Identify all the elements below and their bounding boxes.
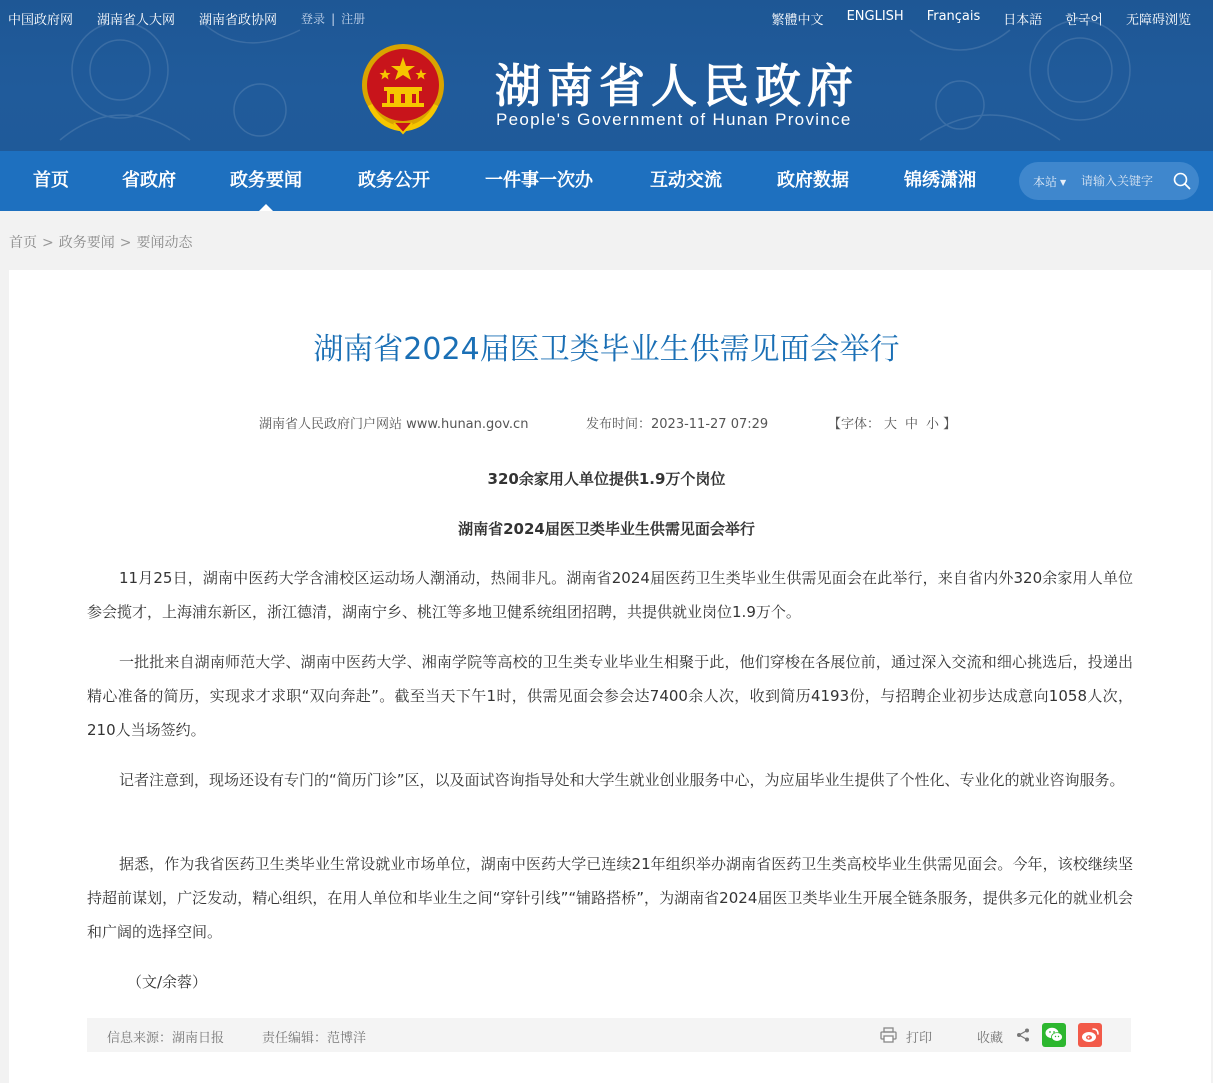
article-title: 湖南省2024届医卫类毕业生供需见面会举行 <box>313 332 900 367</box>
nav-government-data[interactable]: 政府数据 <box>777 170 849 191</box>
article-subheading: 湖南省2024届医卫类毕业生供需见面会举行 <box>458 520 755 538</box>
article-info-bar <box>87 1018 1131 1052</box>
breadcrumb-home[interactable]: 首页 <box>9 235 37 251</box>
weibo-share-button[interactable] <box>1078 1023 1102 1047</box>
nav-interaction[interactable]: 互动交流 <box>650 170 722 191</box>
lang-english[interactable]: ENGLISH <box>846 9 904 24</box>
favorite-button[interactable]: 收藏 <box>977 1031 1004 1046</box>
link-hunan-npc[interactable]: 湖南省人大网 <box>97 13 176 28</box>
publish-label: 发布时间： <box>586 417 652 432</box>
search-input[interactable] <box>1081 171 1169 191</box>
info-source <box>107 1027 224 1046</box>
article-author: （文/余蓉） <box>127 973 208 991</box>
font-size-medium[interactable]: 中 <box>905 417 919 432</box>
top-bar <box>0 0 1213 34</box>
article-paragraph: 据悉，作为我省医药卫生类毕业生常设就业市场单位，湖南中医药大学已连续21年组织举办湖南省医药卫生类高校毕业生供需见面会。今年，该校继续坚持超前谋划，广泛发动，精心组织，在用人单位和毕业生之间“穿针引线”“铺路搭桥”，为湖南省2024届医卫类毕业生开展全链条服务，提供多元化的就业机会和广阔的选择空间。 <box>87 855 1133 941</box>
nav-government-affairs-open[interactable]: 政务公开 <box>358 170 430 191</box>
accessibility-link[interactable]: 无障碍浏览 <box>1125 13 1191 28</box>
breadcrumb-separator: > <box>119 235 132 251</box>
info-editor-value: 范博洋 <box>327 1031 367 1046</box>
lang-traditional-chinese[interactable]: 繁體中文 <box>771 13 824 28</box>
search-icon[interactable] <box>1173 172 1191 190</box>
info-source-label: 信息来源： <box>107 1031 173 1046</box>
nav-home[interactable]: 首页 <box>33 170 69 191</box>
nav-provincial-government[interactable]: 省政府 <box>122 170 176 191</box>
breadcrumb-separator: > <box>42 235 54 251</box>
nav-one-stop-service[interactable]: 一件事一次办 <box>485 170 593 191</box>
info-editor-label: 责任编辑： <box>262 1031 328 1046</box>
print-icon[interactable] <box>880 1027 897 1043</box>
lang-korean[interactable]: 한국어 <box>1065 13 1103 28</box>
link-hunan-cppcc[interactable]: 湖南省政协网 <box>199 13 278 28</box>
info-editor <box>262 1027 366 1046</box>
register-link[interactable]: 注册 <box>341 12 366 26</box>
article-meta <box>0 413 1213 431</box>
lang-japanese[interactable]: 日本語 <box>1003 13 1043 28</box>
site-title: 湖南省人民政府 <box>495 59 859 113</box>
login-separator: | <box>331 11 336 26</box>
share-icon[interactable] <box>1016 1028 1030 1042</box>
publish-value: 2023-11-27 07:29 <box>651 417 769 432</box>
article-paragraph: 11月25日，湖南中医药大学含浦校区运动场人潮涌动，热闹非凡。湖南省2024届医药卫生类毕业生供需见面会在此举行，来自省内外320余家用人单位参会揽才，上海浦东新区，浙江德清，湖南宁乡、桃江等多地卫健系统组团招聘，共提供就业岗位1.9万个。 <box>87 569 1133 621</box>
login-link[interactable]: 登录 <box>301 12 326 26</box>
search-box <box>1019 162 1199 200</box>
site-header <box>0 0 1213 151</box>
caret-down-icon: ▼ <box>1060 178 1067 187</box>
article-subheading: 320余家用人单位提供1.9万个岗位 <box>487 470 726 488</box>
article-paragraph: 记者注意到，现场还设有专门的“简历门诊”区，以及面试咨询指导处和大学生就业创业服务中心，为应届毕业生提供了个性化、专业化的就业咨询服务。 <box>119 771 1125 789</box>
article-paragraph: 一批批来自湖南师范大学、湖南中医药大学、湘南学院等高校的卫生类专业毕业生相聚于此，他们穿梭在各展位前，通过深入交流和细心挑选后，投递出精心准备的简历，实现求才求职“双向奔赴”。截至当天下午1时，供需见面会参会达7400余人次，收到简历4193份，与招聘企业初步达成意向1058人次，210人当场签约。 <box>87 653 1133 739</box>
publish-time <box>586 413 768 432</box>
nav-government-news[interactable]: 政务要闻 <box>230 151 302 211</box>
font-size-large[interactable]: 大 <box>884 417 898 432</box>
nav-splendid-xiaoxiang[interactable]: 锦绣潇湘 <box>904 170 976 191</box>
article-source: 湖南省人民政府门户网站 www.hunan.gov.cn <box>259 417 529 432</box>
weibo-icon <box>1078 1023 1102 1047</box>
info-source-value: 湖南日报 <box>172 1031 225 1046</box>
breadcrumb-news-updates[interactable]: 要闻动态 <box>136 235 193 251</box>
font-size-control <box>828 413 956 432</box>
national-emblem-icon <box>360 43 446 135</box>
font-size-small[interactable]: 小 <box>926 417 940 432</box>
site-subtitle: People's Government of Hunan Province <box>496 110 852 129</box>
breadcrumb <box>9 232 192 252</box>
breadcrumb-government-news[interactable]: 政务要闻 <box>58 235 115 251</box>
font-size-label: 【字体： <box>828 417 881 432</box>
search-scope-dropdown[interactable] <box>1033 173 1066 190</box>
print-button[interactable]: 打印 <box>906 1031 933 1046</box>
wechat-share-button[interactable] <box>1042 1023 1066 1047</box>
wechat-icon <box>1042 1023 1066 1047</box>
font-size-close: 】 <box>943 417 957 432</box>
link-gov-cn[interactable]: 中国政府网 <box>8 13 74 28</box>
lang-french[interactable]: Français <box>926 9 981 24</box>
search-scope-label: 本站 <box>1033 175 1058 189</box>
